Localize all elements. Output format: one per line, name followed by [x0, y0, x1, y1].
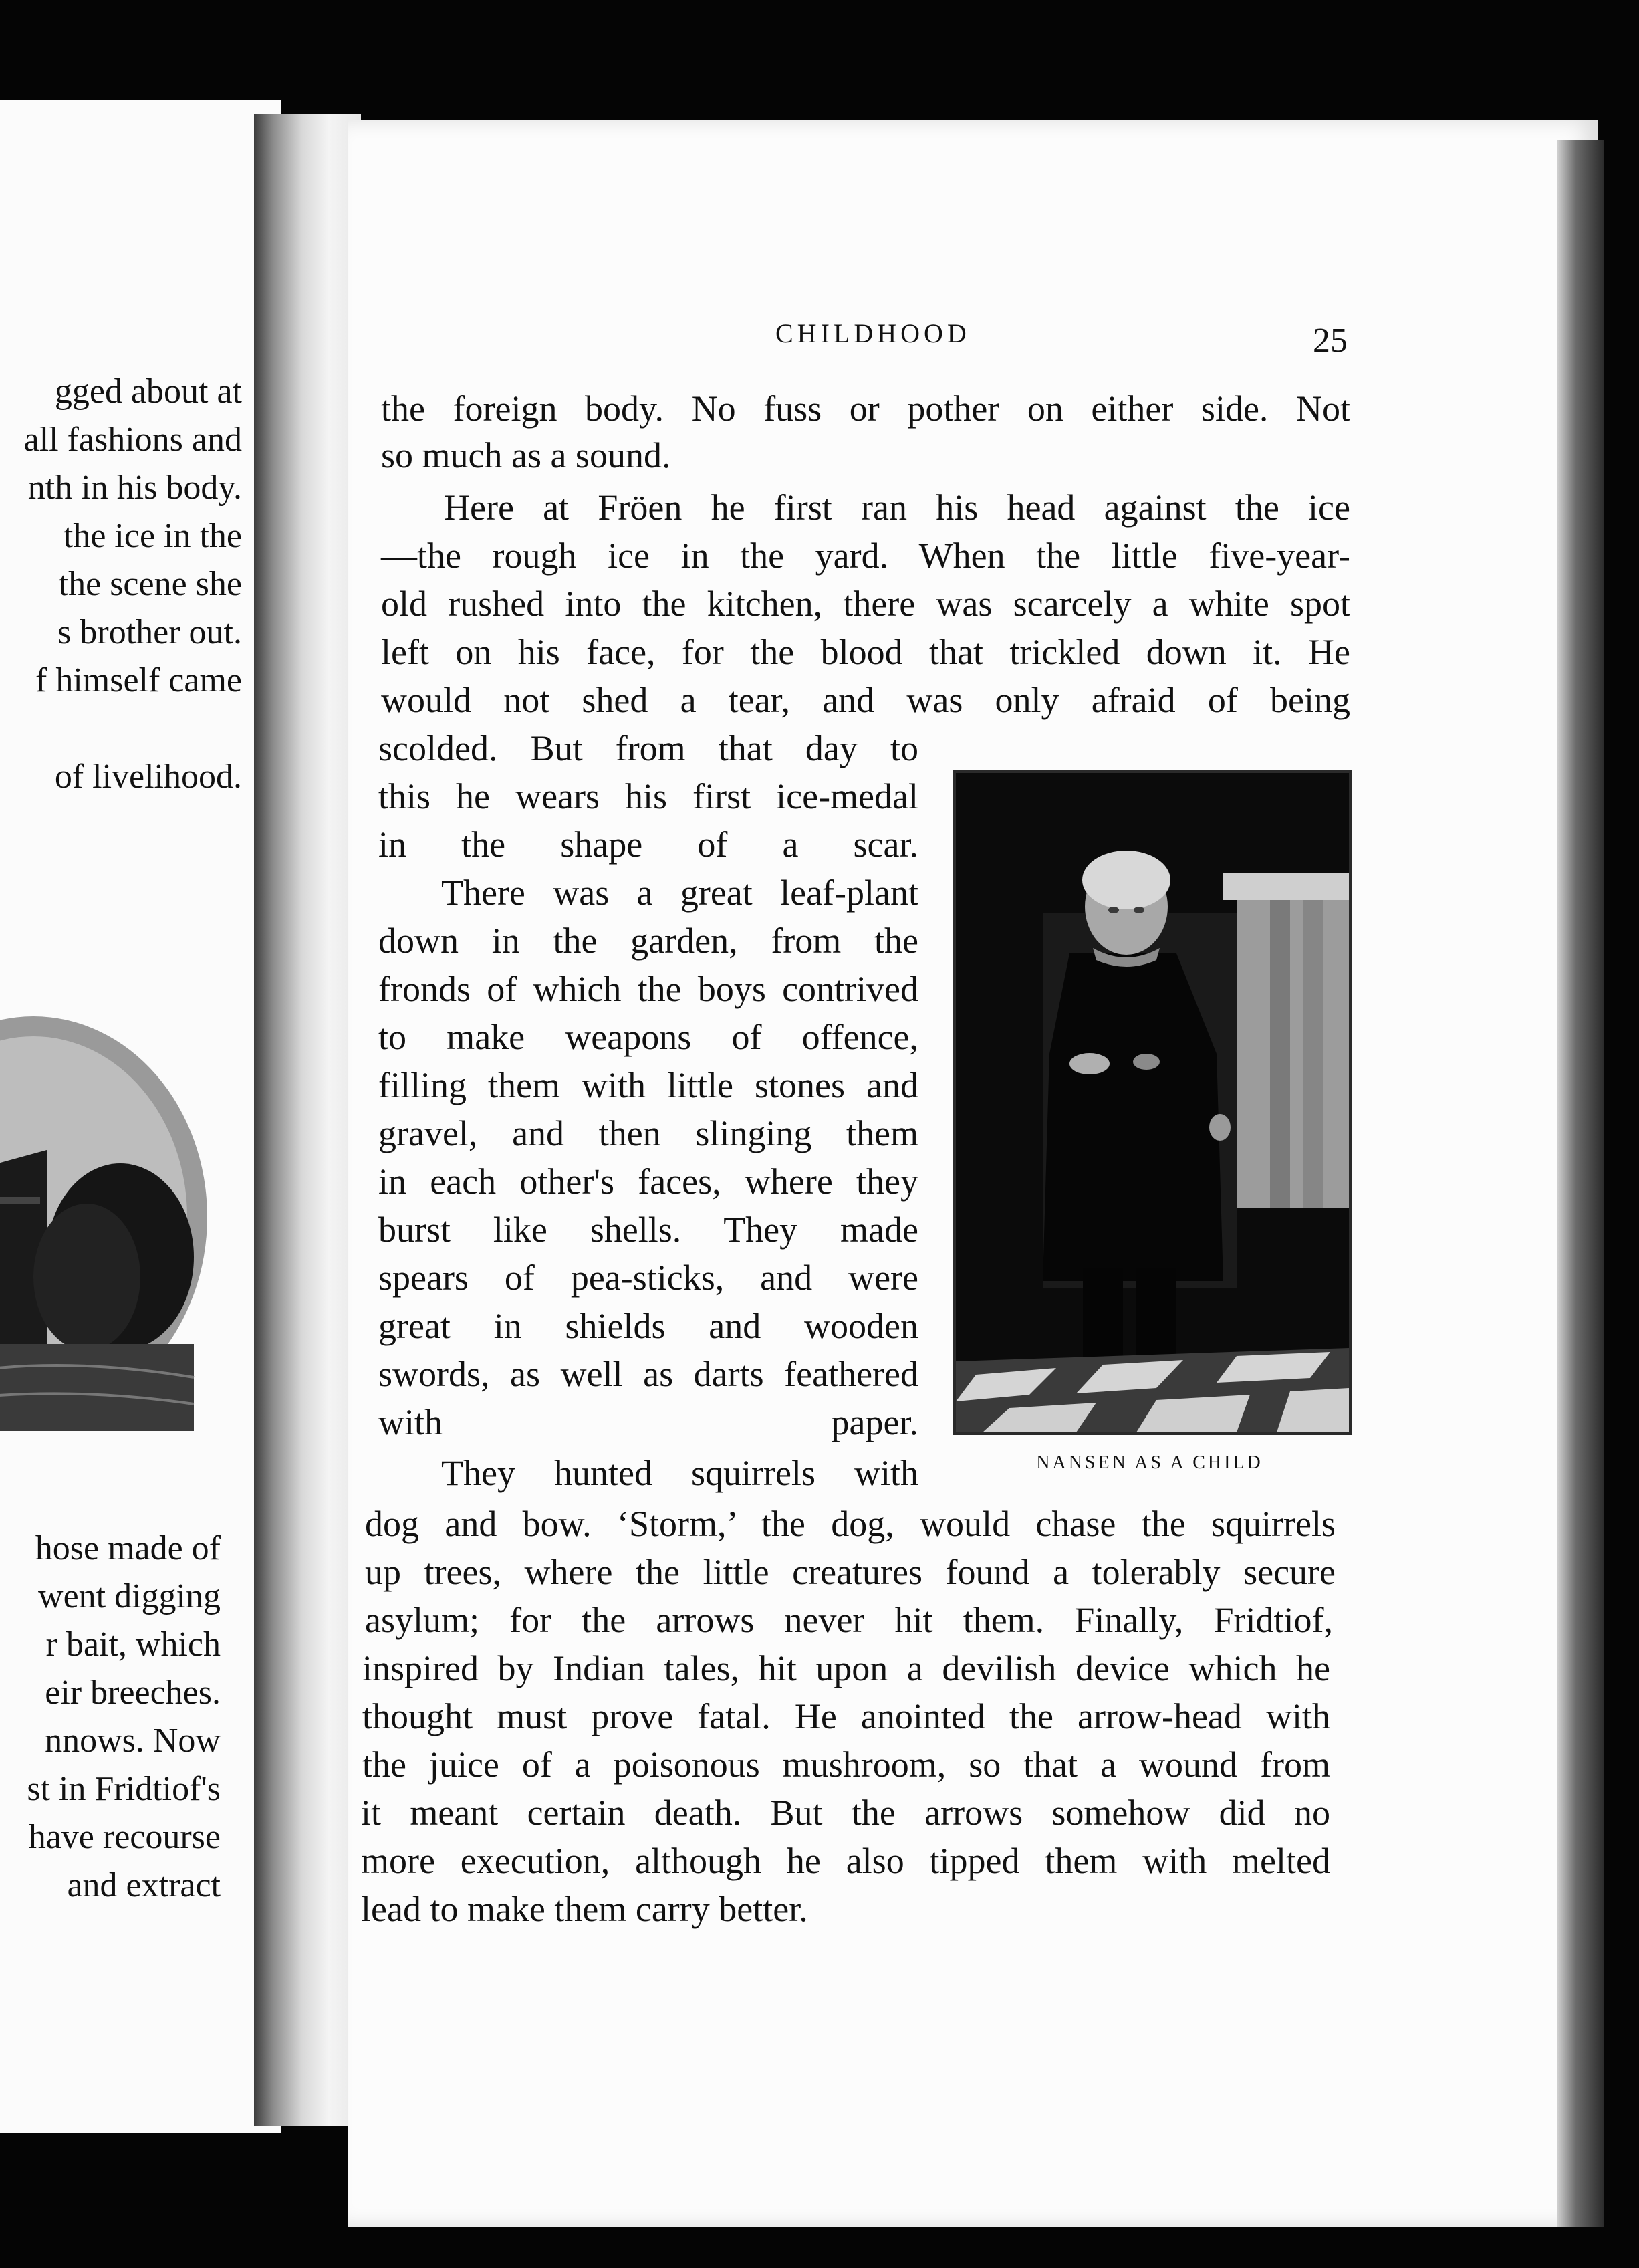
left-line: of livelihood. [54, 758, 242, 796]
text-line: would not shed a tear, and was only afraid of being [381, 680, 1350, 720]
left-line: nth in his body. [27, 469, 242, 507]
text-line: —the rough ice in the yard. When the little five-year- [381, 536, 1350, 576]
left-line: eir breeches. [45, 1674, 221, 1712]
text-line: inspired by Indian tales, hit upon a devilish device which he [362, 1648, 1330, 1688]
text-line: to make weapons of offence, [378, 1017, 918, 1057]
text-line: down in the garden, from the [378, 921, 918, 961]
text-line: it meant certain death. But the arrows somehow did no [361, 1793, 1330, 1833]
portrait-photograph [953, 770, 1352, 1435]
left-line-gap [0, 705, 242, 753]
book-gutter [254, 114, 361, 2126]
page-number: 25 [1313, 322, 1348, 360]
text-line: left on his face, for the blood that trickled down it. He [381, 632, 1350, 672]
text-line: burst like shells. They made [378, 1210, 918, 1250]
child-portrait-image [956, 773, 1349, 1432]
left-line: hose made of [35, 1529, 221, 1567]
text-line: more execution, although he also tipped them with melted [361, 1841, 1330, 1881]
left-page [0, 100, 281, 2133]
text-line: swords, as well as darts feathered [378, 1354, 918, 1394]
left-line: the ice in the [63, 517, 242, 555]
left-line: f himself came [35, 661, 242, 699]
text-line: the foreign body. No fuss or pother on either side. Not [381, 388, 1350, 429]
left-line: and extract [67, 1866, 221, 1904]
left-line: st in Fridtiof's [27, 1770, 221, 1808]
text-line: in the shape of a scar. [378, 824, 918, 865]
text-line: this he wears his first ice-medal [378, 776, 918, 816]
figure-caption: NANSEN AS A CHILD [1036, 1452, 1263, 1473]
left-page-text-top [0, 368, 242, 801]
left-line: the scene she [58, 565, 242, 603]
left-line: nnows. Now [45, 1722, 221, 1760]
left-line: went digging [38, 1577, 221, 1615]
text-line: asylum; for the arrows never hit them. Finally, Fridtiof, [365, 1600, 1333, 1640]
text-line: great in shields and wooden [378, 1306, 918, 1346]
text-line: so much as a sound. [381, 435, 671, 475]
text-line: There was a great leaf-plant [441, 873, 918, 913]
text-line: filling them with little stones and [378, 1065, 918, 1105]
left-line: gged about at [54, 372, 242, 411]
text-line: gravel, and then slinging them [378, 1113, 918, 1153]
text-line: old rushed into the kitchen, there was scarcely a white spot [381, 584, 1350, 624]
text-line: Here at Fröen he first ran his head against the ice [444, 487, 1350, 528]
text-line: with paper. [378, 1402, 918, 1442]
text-line: dog and bow. ‘Storm,’ the dog, would chase the squirrels [365, 1504, 1336, 1544]
text-line: thought must prove fatal. He anointed the arrow-head with [362, 1696, 1330, 1736]
left-line: s brother out. [57, 613, 242, 651]
text-line: the juice of a poisonous mushroom, so that a wound from [362, 1744, 1330, 1785]
left-line: all fashions and [23, 421, 242, 459]
text-line: fronds of which the boys contrived [378, 969, 918, 1009]
text-line: up trees, where the little creatures found a tolerably secure [365, 1552, 1336, 1592]
left-page-text-bottom [0, 1524, 221, 1910]
text-line: spears of pea-sticks, and were [378, 1258, 918, 1298]
text-line: lead to make them carry better. [361, 1889, 808, 1929]
left-line: r bait, which [45, 1625, 221, 1664]
text-line: in each other's faces, where they [378, 1161, 918, 1202]
engraving-illustration [0, 996, 207, 1431]
text-line: scolded. But from that day to [378, 728, 918, 768]
left-line: have recourse [28, 1818, 221, 1856]
text-line: They hunted squirrels with [441, 1453, 918, 1493]
page-edge [1557, 140, 1604, 2227]
running-head: CHILDHOOD [775, 318, 971, 348]
